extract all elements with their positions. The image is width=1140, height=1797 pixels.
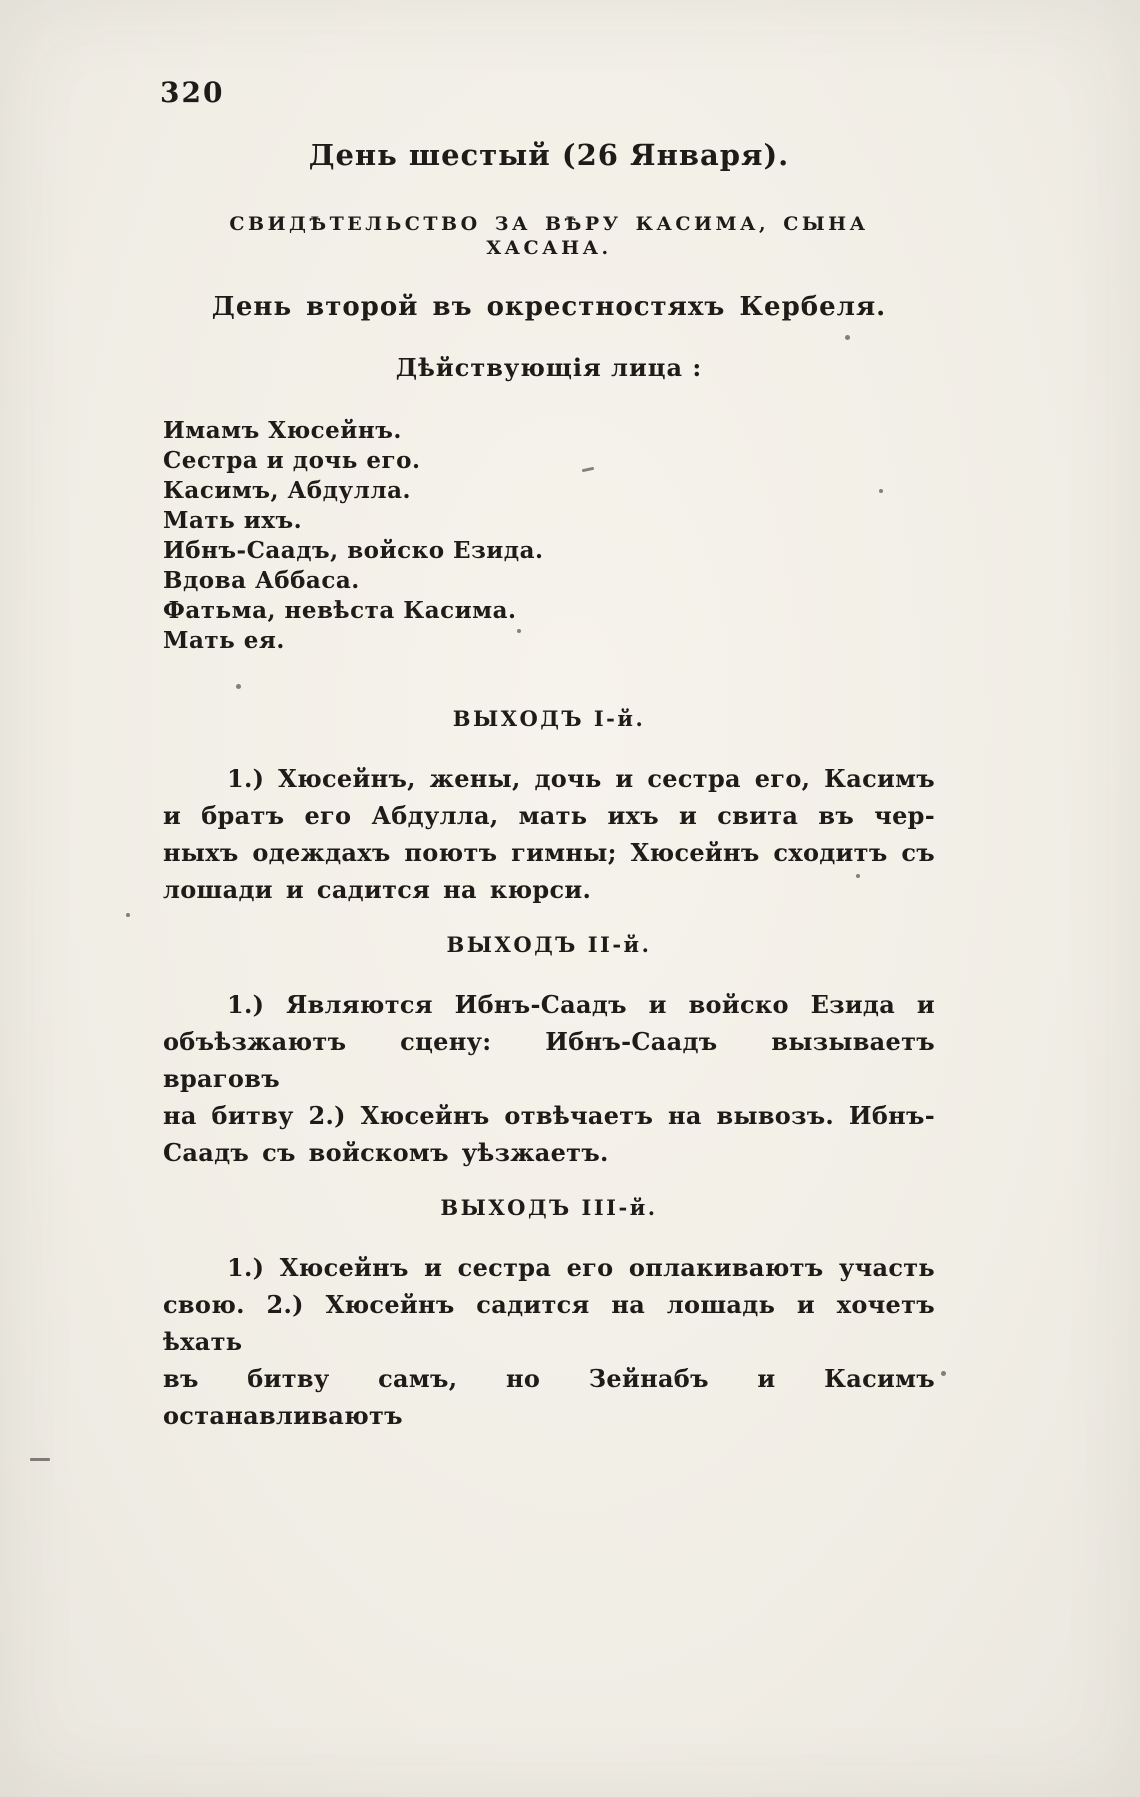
scene-3-line: въ битву самъ, но Зейнабъ и Касимъ останавливаютъ (163, 1364, 935, 1430)
cast-item: Ибнъ-Саадъ, войско Езида. (163, 537, 544, 564)
page-number: 320 (160, 76, 225, 109)
cast-item: Касимъ, Абдулла. (163, 477, 411, 504)
scene-3-text (163, 1249, 935, 1434)
cast-item: Имамъ Хюсейнъ. (163, 417, 402, 444)
scene-2-line: Саадъ съ войскомъ уѣзжаетъ. (163, 1138, 609, 1167)
cast-heading: Дѣйствующія лица : (395, 353, 703, 382)
scene-1-line: ныхъ одеждахъ поютъ гимны; Хюсейнъ сходитъ съ (163, 838, 935, 867)
page-content (163, 0, 935, 1434)
cast-list (163, 416, 935, 656)
scene-3 (163, 1195, 935, 1434)
cast-item: Вдова Аббаса. (163, 567, 360, 594)
scene-2-line: объѣзжаютъ сцену: Ибнъ-Саадъ вызываетъ враговъ (163, 1027, 935, 1093)
scan-speck (30, 1458, 50, 1461)
scene-3-line: свою. 2.) Хюсейнъ садится на лошадь и хочетъ ѣхать (163, 1290, 935, 1356)
scan-speck (856, 874, 860, 878)
scene-3-line: 1.) Хюсейнъ и сестра его оплакиваютъ участь (227, 1253, 935, 1282)
scene-1-text (163, 760, 935, 908)
scene-3-heading: ВЫХОДЪ III-й. (440, 1195, 658, 1220)
scene-1-line: 1.) Хюсейнъ, жены, дочь и сестра его, Касимъ (227, 764, 935, 793)
day-title: День шестый (26 Января). (308, 138, 790, 172)
scan-speck (879, 489, 883, 493)
cast-item: Мать ея. (163, 627, 285, 654)
scene-2 (163, 932, 935, 1171)
scene-1-line: и братъ его Абдулла, мать ихъ и свита въ чер- (163, 801, 935, 830)
scan-speck (236, 684, 241, 689)
cast-item: Мать ихъ. (163, 507, 303, 534)
scene-2-line: на битву 2.) Хюсейнъ отвѣчаетъ на вывозъ. Ибнъ- (163, 1101, 935, 1130)
location-subtitle: День второй въ окрестностяхъ Кербеля. (211, 292, 887, 322)
cast-item: Сестра и дочь его. (163, 447, 421, 474)
scan-speck (517, 629, 521, 633)
scene-1 (163, 706, 935, 908)
scene-2-line: 1.) Являются Ибнъ-Саадъ и войско Езида и (227, 990, 935, 1019)
scan-speck (845, 335, 850, 340)
scene-1-heading: ВЫХОДЪ I-й. (452, 706, 646, 731)
scene-2-heading: ВЫХОДЪ II-й. (446, 932, 652, 957)
scan-speck (941, 1371, 946, 1376)
scan-speck (126, 913, 130, 917)
cast-item: Фатьма, невѣста Касима. (163, 597, 517, 624)
scene-1-line: лошади и садится на кюрси. (163, 875, 592, 904)
testimony-subtitle: СВИДѢТЕЛЬСТВО ЗА ВѢРУ КАСИМА, СЫНА ХАСАНА. (229, 213, 869, 259)
scene-2-text (163, 986, 935, 1171)
